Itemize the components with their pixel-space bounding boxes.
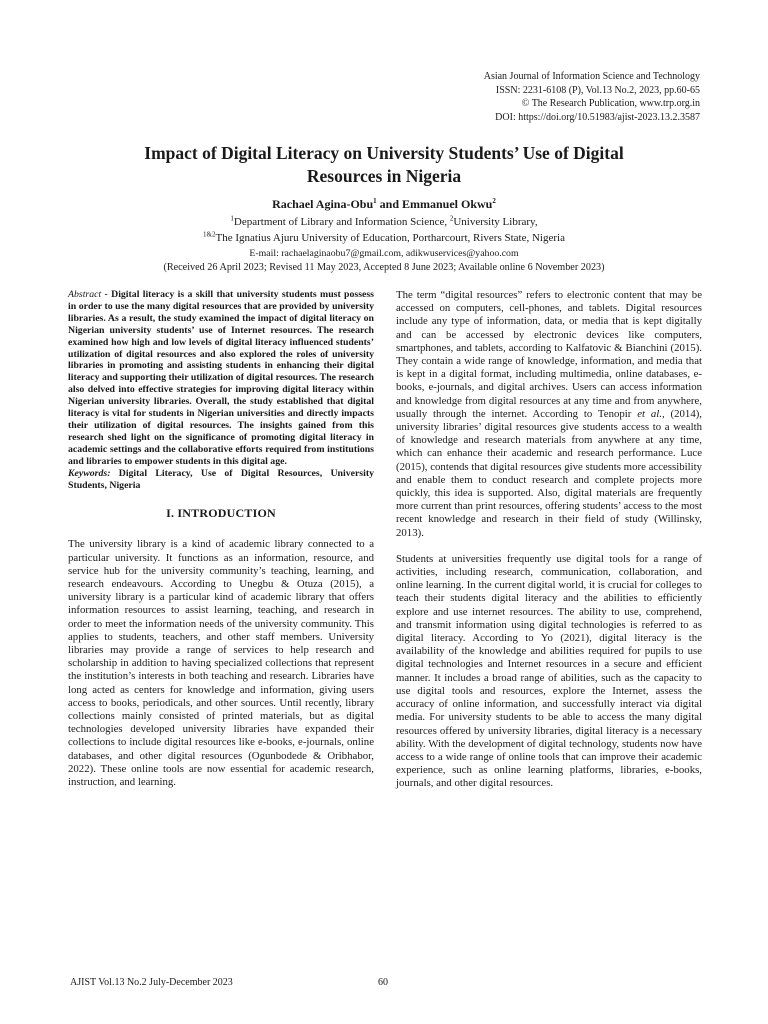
keywords-label: Keywords:	[68, 467, 111, 479]
affiliation-2	[60, 231, 708, 245]
received-dates: (Received 26 April 2023; Revised 11 May 2023, Accepted 8 June 2023; Available online 6 November 2023)	[163, 262, 605, 273]
affil-library: University Library,	[453, 216, 538, 228]
page-number: 60	[378, 977, 388, 988]
section-heading-introduction: I. INTRODUCTION	[166, 506, 276, 521]
author-1: Rachael Agina-Obu	[272, 197, 374, 211]
abstract-text: - Digital literacy is a skill that university students must possess in order to use the many digital resources that are provided by university libraries. As a result, the study examined the impact of digital literacy on Nigerian university students’ use of Internet resources. The research examined how high and low levels of digital literacy influenced students’ utilization of digital resources and also explored the roles of university libraries in promoting and assisting students in enhancing their digital literacy and supporting their utilization of digital resources. The research also delved into effective strategies for improving digital literacy within Nigerian university libraries. Overall, the study established that digital literacy is vital for students in Nigerian universities and directly impacts their utilization of digital resources. The insights gained from this research shed light on the significance of promoting digital literacy in academic settings and the collaborative efforts required from institutions and libraries to empower students in this digital age.	[68, 289, 374, 467]
journal-publisher: © The Research Publication, www.trp.org.in	[521, 98, 700, 109]
title-line-1: Impact of Digital Literacy on University Students’ Use of Digital	[144, 143, 624, 163]
author-2: Emmanuel Okwu	[402, 197, 493, 211]
page-footer: AJIST Vol.13 No.2 July-December 2023	[70, 977, 233, 988]
keywords-text: Digital Literacy, Use of Digital Resources, University Students, Nigeria	[68, 467, 374, 491]
abstract	[68, 289, 374, 468]
affil-university: The Ignatius Ajuru University of Education, Portharcourt, Rivers State, Nigeria	[215, 232, 565, 244]
keywords	[68, 468, 374, 492]
author-2-sup: 2	[492, 197, 496, 205]
digital-literacy-paragraph: Students at universities frequently use digital tools for a range of activities, including research, communication, collaboration, and online learning. In the current digital world, it is crucial for colleges to teach their students digital literacy and the abilities to efficiently explore and use internet resources. The ability to use, comprehend, and transmit information using digital technologies is referred to as digital literacy. According to Yo (2021), digital literacy is the availability of the knowledge and abilities required for pupils to use digital technologies and Internet resources in a secure and efficient manner. It includes a broad range of abilities, such as the capacity to use digital tools and resources, explore the Internet, assess the accuracy of online information, and successfully interact via digital media. For university students to be able to access the many digital resources offered by university libraries, digital literacy is a necessary ability. With the development of digital technology, students now have access to a wide range of online tools that can improve their academic experience, such as online learning platforms, libraries, e-books, journals, and other digital resources.	[396, 552, 702, 790]
title-line-2: Resources in Nigeria	[306, 166, 462, 186]
digital-resources-paragraph	[396, 289, 702, 540]
author-1-sup: 1	[373, 197, 377, 205]
affil-dept: Department of Library and Information Science,	[233, 216, 450, 228]
journal-issn: ISSN: 2231-6108 (P), Vol.13 No.2, 2023, pp.60-65	[495, 84, 700, 96]
journal-doi: DOI: https://doi.org/10.51983/ajist-2023.13.2.3587	[495, 111, 700, 123]
affiliation-1	[60, 215, 708, 229]
paper-title	[60, 142, 708, 188]
authors-and: and	[376, 197, 402, 211]
author-emails: E-mail: rachaelaginaobu7@gmail.com, adikwuservices@yahoo.com	[249, 248, 519, 259]
left-column	[68, 289, 374, 789]
abstract-label: Abstract	[68, 289, 102, 300]
paragraph-text: The term “digital resources” refers to electronic content that may be accessed on computers, cell-phones, and tablets. Digital resources include any type of information, data, or media that is kept digitally and can be accessed by electronic devices like computers, smartphones, and tablets, according to Kalfatovic & Bianchini (2015). They contain a wide range of knowledge, information, and media that is kept in a digital format, including multimedia, online databases, e-books, e-journals, and digital archives. Users can access information and knowledge from digital resources at any time and from anywhere, usually through the internet. According to Tenopir	[396, 289, 702, 420]
paragraph-text: (2014), university libraries’ digital resources give students access to a wealth of knowledge and research materials from anywhere at any time, which can enhance their academic and research performance. Luce (2015), contends that digital resources give students more accessibility and enable them to conduct research and complete projects more quickly, this idea is supported. Also, digital materials are frequently more current than print resources, offering students’ access to the most recent knowledge and research in their field of study (Willinsky, 2013).	[396, 407, 703, 539]
intro-paragraph: The university library is a kind of academic library connected to a particular university. It functions as an information, resource, and service hub for the university community’s teaching, learning, and research endeavours. According to Unegbu & Otuza (2015), a university library is a particular kind of academic library that offers information resources to assist learning, teaching, and research in order to meet the information needs of the university community. This applies to students, teachers, and other staff members. University libraries may provide a range of services to help research and scholarship in addition to having specialized collections that represent the institution’s interests in both teaching and research. Libraries have long acted as centers for knowledge and information, giving users access to books, periodicals, and other sources. Until recently, library collections mainly consisted of printed materials, but as digital technologies developed university libraries have expanded their collections to include digital resources like e-books, e-journals, online databases, and other digital resources (Ogunbodede & Oribhabor, 2022). These online tools are now essential for academic research, instruction, and learning.	[68, 538, 374, 789]
right-column	[396, 289, 702, 791]
journal-name: Asian Journal of Information Science and Technology	[483, 71, 700, 82]
affil-sup: 1	[230, 214, 234, 223]
affil-sup: 2	[449, 214, 454, 223]
affil-sup: 1&2	[203, 230, 216, 239]
et-al: et al.,	[637, 407, 665, 420]
authors	[60, 196, 708, 212]
journal-info	[484, 70, 700, 124]
